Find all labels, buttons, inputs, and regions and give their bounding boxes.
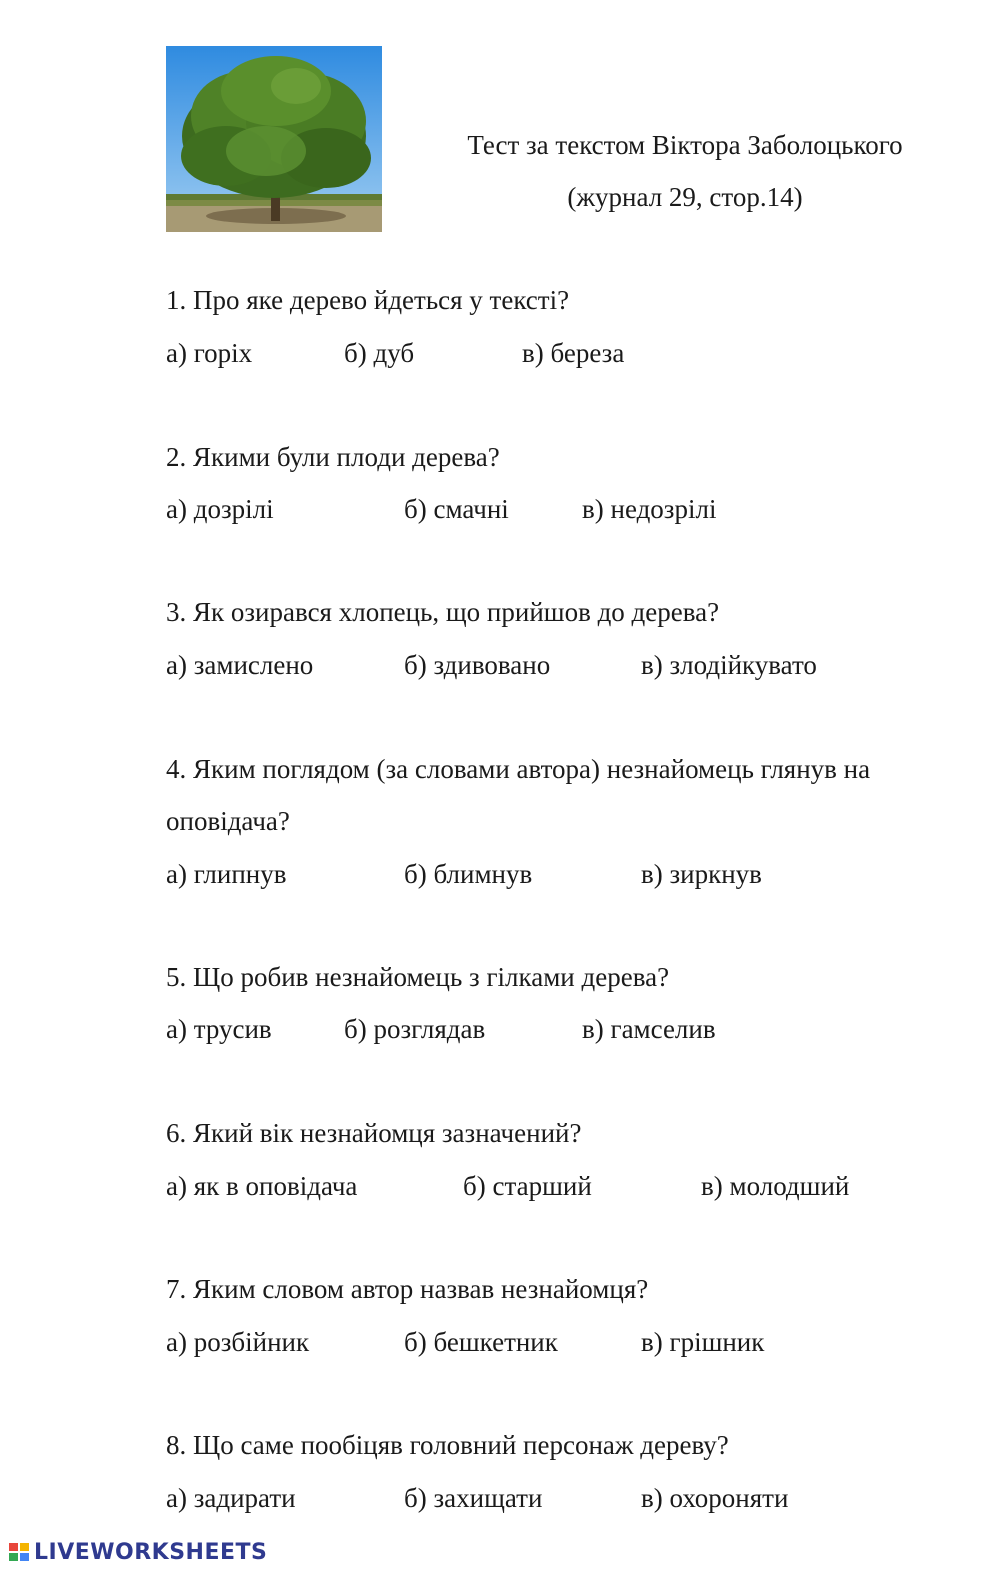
q5-option-c[interactable]: в) гамселив	[582, 1014, 716, 1044]
question-5: 5. Що робив незнайомець з гілками дерева?	[166, 962, 670, 992]
q7-option-a[interactable]: а) розбійник	[166, 1327, 310, 1357]
q8-option-c[interactable]: в) охороняти	[641, 1483, 789, 1513]
question-2: 2. Якими були плоди дерева?	[166, 442, 500, 472]
worksheet-title: Тест за текстом Віктора Заболоцького	[467, 130, 903, 160]
question-1: 1. Про яке дерево йдеться у тексті?	[166, 285, 570, 315]
q4-option-b[interactable]: б) блимнув	[404, 859, 533, 889]
q5-option-a[interactable]: а) трусив	[166, 1014, 272, 1044]
q7-option-b[interactable]: б) бешкетник	[404, 1327, 558, 1357]
question-4: 4. Яким поглядом (за словами автора) незнайомець глянув на	[166, 754, 871, 784]
q3-option-b[interactable]: б) здивовано	[404, 650, 551, 680]
q6-option-b[interactable]: б) старший	[463, 1171, 592, 1201]
q6-option-a[interactable]: а) як в оповідача	[166, 1171, 358, 1201]
q1-option-c[interactable]: в) береза	[522, 338, 625, 368]
q5-option-b[interactable]: б) розглядав	[344, 1014, 486, 1044]
q4-option-a[interactable]: а) глипнув	[166, 859, 287, 889]
liveworksheets-logo-icon	[8, 1541, 30, 1563]
q1-option-b[interactable]: б) дуб	[344, 338, 415, 368]
question-7: 7. Яким словом автор назвав незнайомця?	[166, 1274, 649, 1304]
q6-option-c[interactable]: в) молодший	[701, 1171, 850, 1201]
q2-option-b[interactable]: б) смачні	[404, 494, 509, 524]
liveworksheets-logo[interactable]	[8, 1538, 267, 1566]
q3-option-a[interactable]: а) замислено	[166, 650, 314, 680]
q3-option-c[interactable]: в) злодійкувато	[641, 650, 817, 680]
q2-option-a[interactable]: а) дозрілі	[166, 494, 274, 524]
q2-option-c[interactable]: в) недозрілі	[582, 494, 717, 524]
question-4-continued: оповідача?	[166, 806, 290, 836]
q1-option-a[interactable]: а) горіх	[166, 338, 253, 368]
q8-option-b[interactable]: б) захищати	[404, 1483, 543, 1513]
worksheet-subtitle: (журнал 29, стор.14)	[567, 182, 803, 212]
q8-option-a[interactable]: а) задирати	[166, 1483, 296, 1513]
question-3: 3. Як озирався хлопець, що прийшов до дерева?	[166, 597, 720, 627]
liveworksheets-logo-text: LIVEWORKSHEETS	[34, 1539, 268, 1565]
q7-option-c[interactable]: в) грішник	[641, 1327, 765, 1357]
tree-photo	[166, 46, 382, 232]
q4-option-c[interactable]: в) зиркнув	[641, 859, 762, 889]
question-8: 8. Що саме пообіцяв головний персонаж дереву?	[166, 1430, 729, 1460]
question-6: 6. Який вік незнайомця зазначений?	[166, 1118, 582, 1148]
